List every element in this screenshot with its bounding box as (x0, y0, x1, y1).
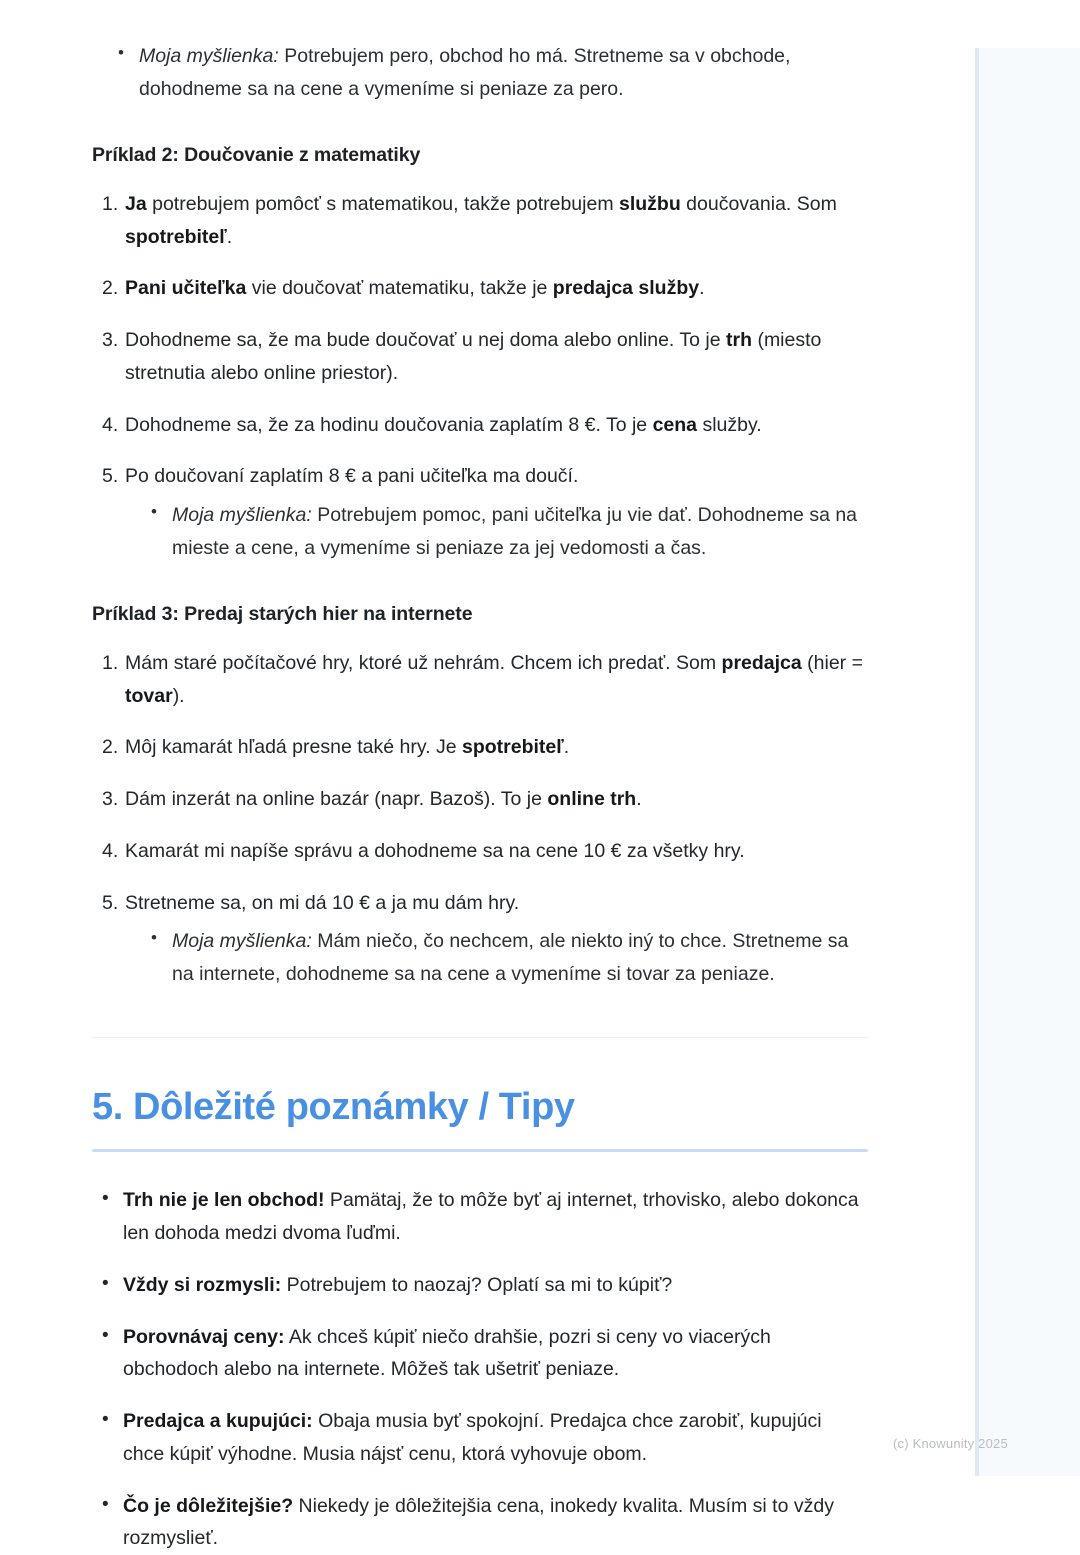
step-text: Ja potrebujem pomôcť s matematikou, takže potrebujem službu doučovania. Som spotrebiteľ. (125, 192, 837, 248)
step-text: Môj kamarát hľadá presne také hry. Je spotrebiteľ. (125, 736, 570, 759)
section5-tip-list (92, 1184, 868, 1555)
list-item (92, 1269, 868, 1302)
list-item (92, 783, 868, 816)
step-text: Mám staré počítačové hry, ktoré už nehrám. Chcem ich predať. Som predajca (hier = tovar). (125, 651, 863, 707)
step-text: Stretneme sa, on mi dá 10 € a ja mu dám hry. (125, 891, 520, 914)
list-item (92, 887, 868, 991)
list-item (92, 1490, 868, 1555)
moja-myslienka-note (107, 40, 868, 106)
note-text: Potrebujem pomoc, pani učiteľka ju vie dať. Dohodneme sa na mieste a cene, a vymeníme si peniaze za jej vedomosti a čas. (172, 504, 858, 559)
example2-note-list (140, 499, 868, 565)
step-text: Kamarát mi napíše správu a dohodneme sa na cene 10 € za všetky hry. (125, 839, 745, 862)
step-text: Pani učiteľka vie doučovať matematiku, takže je predajca služby. (125, 277, 705, 300)
moja-myslienka-note (140, 925, 868, 991)
example3-heading: Príklad 3: Predaj starých hier na internete (92, 602, 473, 625)
note-label: Moja myšlienka: (172, 504, 312, 527)
note-text: Mám niečo, čo nechcem, ale niekto iný to chce. Stretneme sa na internete, dohodneme sa na cene a vymeníme si tovar za peniaze. (172, 930, 849, 986)
list-item (92, 1321, 868, 1387)
tip-text: Vždy si rozmysli: Potrebujem to naozaj? Oplatí sa mi to kúpiť? (123, 1273, 673, 1296)
list-item (92, 272, 868, 305)
page-side-band (975, 48, 1080, 1476)
list-item (92, 647, 868, 713)
list-item (92, 188, 868, 254)
step-text: Dohodneme sa, že za hodinu doučovania zaplatím 8 €. To je cena služby. (125, 413, 762, 436)
example2-step-list (92, 188, 868, 565)
section5-heading-underline (92, 1149, 868, 1152)
list-item (92, 1184, 868, 1250)
step-text: Po doučovaní zaplatím 8 € a pani učiteľka ma doučí. (125, 465, 579, 488)
section5-heading: 5. Dôležité poznámky / Tipy (92, 1085, 575, 1128)
section-divider (92, 1037, 868, 1038)
tip-text: Porovnávaj ceny: Ak chceš kúpiť niečo drahšie, pozri si ceny vo viacerých obchodoch alebo na internete. Môžeš tak ušetriť peniaze. (123, 1325, 771, 1381)
list-item (92, 1405, 868, 1471)
example3-note-list (140, 925, 868, 991)
example2-heading: Príklad 2: Doučovanie z matematiky (92, 143, 421, 166)
list-item (92, 324, 868, 390)
note-label: Moja myšlienka: (172, 930, 312, 953)
example1-note-list (107, 40, 868, 106)
list-item (92, 460, 868, 564)
tip-text: Predajca a kupujúci: Obaja musia byť spokojní. Predajca chce zarobiť, kupujúci chce kúpiť výhodne. Musia nájsť cenu, ktorá vyhovuje obom. (123, 1410, 822, 1465)
list-item (92, 835, 868, 868)
section5-body (92, 1184, 868, 1555)
copyright-watermark: (c) Knowunity 2025 (893, 1436, 1008, 1451)
note-label: Moja myšlienka: (139, 45, 279, 67)
step-text: Dám inzerát na online bazár (napr. Bazoš). To je online trh. (125, 788, 642, 811)
step-text: Dohodneme sa, že ma bude doučovať u nej doma alebo online. To je trh (miesto stretnutia alebo online priestor). (125, 329, 822, 384)
example3-step-list (92, 647, 868, 991)
tip-text: Čo je dôležitejšie? Niekedy je dôležitejšia cena, inokedy kvalita. Musím si to vždy rozmyslieť. (123, 1494, 834, 1550)
tip-text: Trh nie je len obchod! Pamätaj, že to môže byť aj internet, trhovisko, alebo dokonca len dohoda medzi dvoma ľuďmi. (123, 1189, 859, 1245)
list-item (92, 731, 868, 764)
moja-myslienka-note (140, 499, 868, 565)
list-item (92, 409, 868, 442)
note-text: Potrebujem pero, obchod ho má. Stretneme sa v obchode, dohodneme sa na cene a vymeníme si peniaze za pero. (139, 45, 791, 100)
